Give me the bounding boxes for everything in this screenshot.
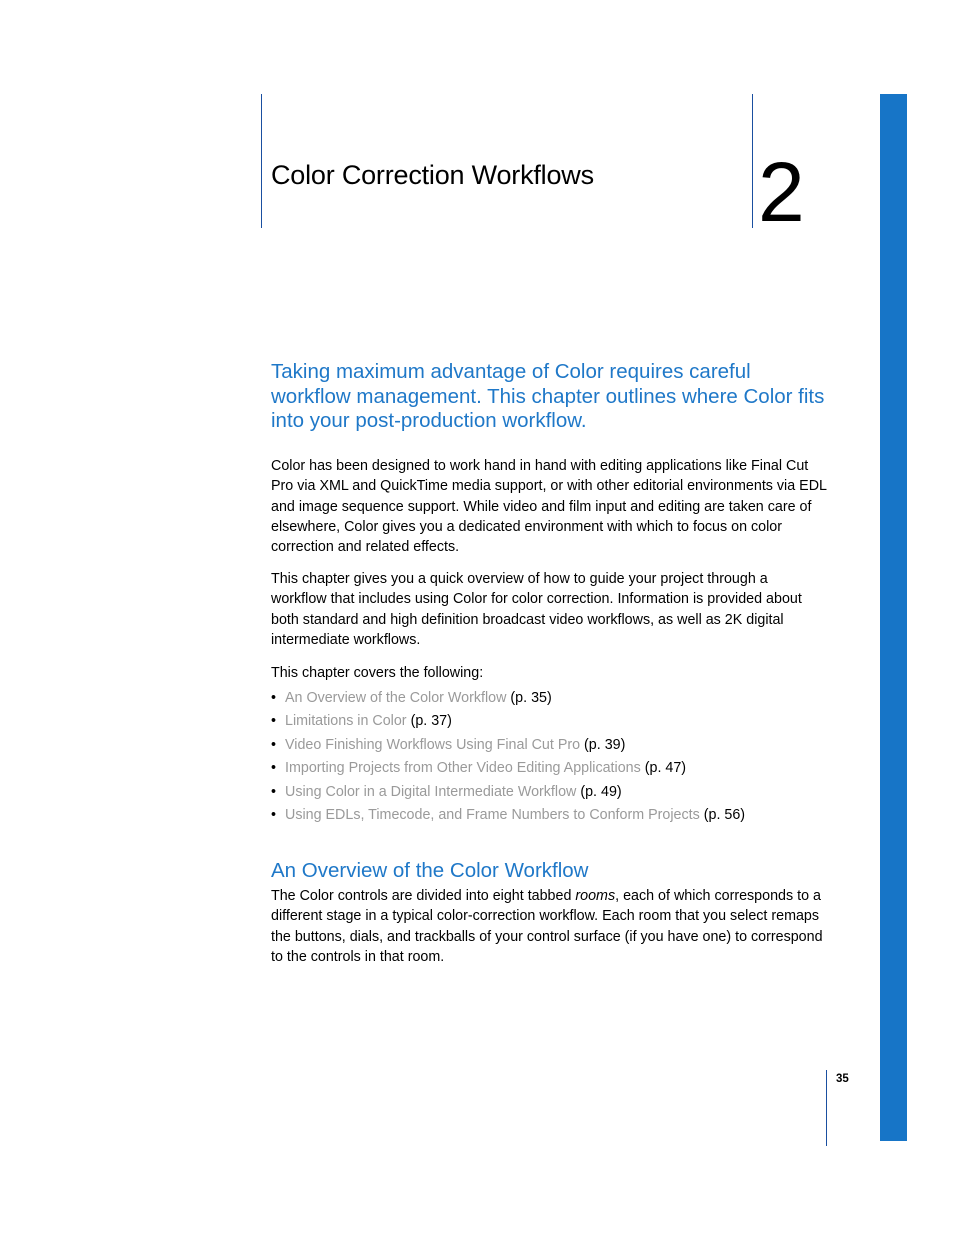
chapter-rule-right	[752, 94, 753, 228]
toc-page-ref: (p. 39)	[584, 736, 626, 753]
chapter-side-tab	[880, 94, 907, 1141]
toc-page-ref: (p. 37)	[410, 713, 452, 730]
list-item	[271, 805, 745, 828]
toc-link-importing-projects[interactable]: Importing Projects from Other Video Editing Applications	[285, 760, 641, 777]
toc-link-overview[interactable]: An Overview of the Color Workflow	[285, 690, 507, 706]
section-text-after: , each of which corresponds to a different stage in a typical color-correction workflow. Each room that you select remaps the buttons, dials, and trackballs of your control surface (if you have one) to correspond to the controls in that room.	[271, 888, 823, 965]
bullet: •	[271, 783, 277, 800]
chapter-number: 2	[758, 145, 805, 239]
footer-rule	[826, 1070, 827, 1146]
toc-page-ref: (p. 49)	[580, 783, 622, 800]
toc-page-ref: (p. 47)	[644, 760, 687, 777]
bullet: •	[271, 736, 277, 753]
bullet: •	[271, 690, 277, 706]
list-item	[271, 735, 745, 758]
section-heading: An Overview of the Color Workflow	[271, 859, 589, 882]
list-item	[271, 758, 745, 781]
section-emphasis: rooms	[575, 888, 616, 904]
toc-page-ref: (p. 56)	[703, 806, 746, 823]
chapter-title: Color Correction Workflows	[271, 160, 594, 190]
bullet: •	[271, 806, 277, 823]
toc-link-final-cut-pro[interactable]: Video Finishing Workflows Using Final Cut Pro	[285, 736, 581, 753]
paragraph-covers: This chapter covers the following:	[271, 665, 484, 681]
list-item	[271, 688, 745, 711]
list-item	[271, 782, 745, 805]
toc-link-digital-intermediate[interactable]: Using Color in a Digital Intermediate Workflow	[285, 783, 577, 800]
toc-link-edls-timecode[interactable]: Using EDLs, Timecode, and Frame Numbers to Conform Projects	[285, 806, 700, 823]
section-text-before: The Color controls are divided into eight tabbed	[271, 888, 576, 904]
section-paragraph	[271, 886, 827, 967]
page-number: 35	[836, 1073, 849, 1085]
chapter-contents-list	[271, 688, 745, 828]
chapter-rule-left	[261, 94, 262, 228]
list-item	[271, 711, 745, 734]
paragraph-overview: Color has been designed to work hand in hand with editing applications like Final Cut Pro via XML and QuickTime media support, or with other editorial environments via EDL and image sequence support. While video and film input and editing are taken care of elsewhere, Color gives you a dedicated environment with which to focus on color correction and related effects.	[271, 458, 827, 556]
paragraph-chapter-summary: This chapter gives you a quick overview of how to guide your project through a workflow that includes using Color for color correction. Information is provided about both standard and high definition broadcast video workflows, as well as 2K digital intermediate workflows.	[271, 571, 802, 648]
bullet: •	[271, 760, 277, 777]
toc-page-ref: (p. 35)	[510, 690, 552, 706]
toc-link-limitations[interactable]: Limitations in Color	[285, 713, 407, 730]
bullet: •	[271, 713, 277, 730]
chapter-intro: Taking maximum advantage of Color requires careful workflow management. This chapter outlines where Color fits into your post-production workflow.	[271, 360, 825, 432]
